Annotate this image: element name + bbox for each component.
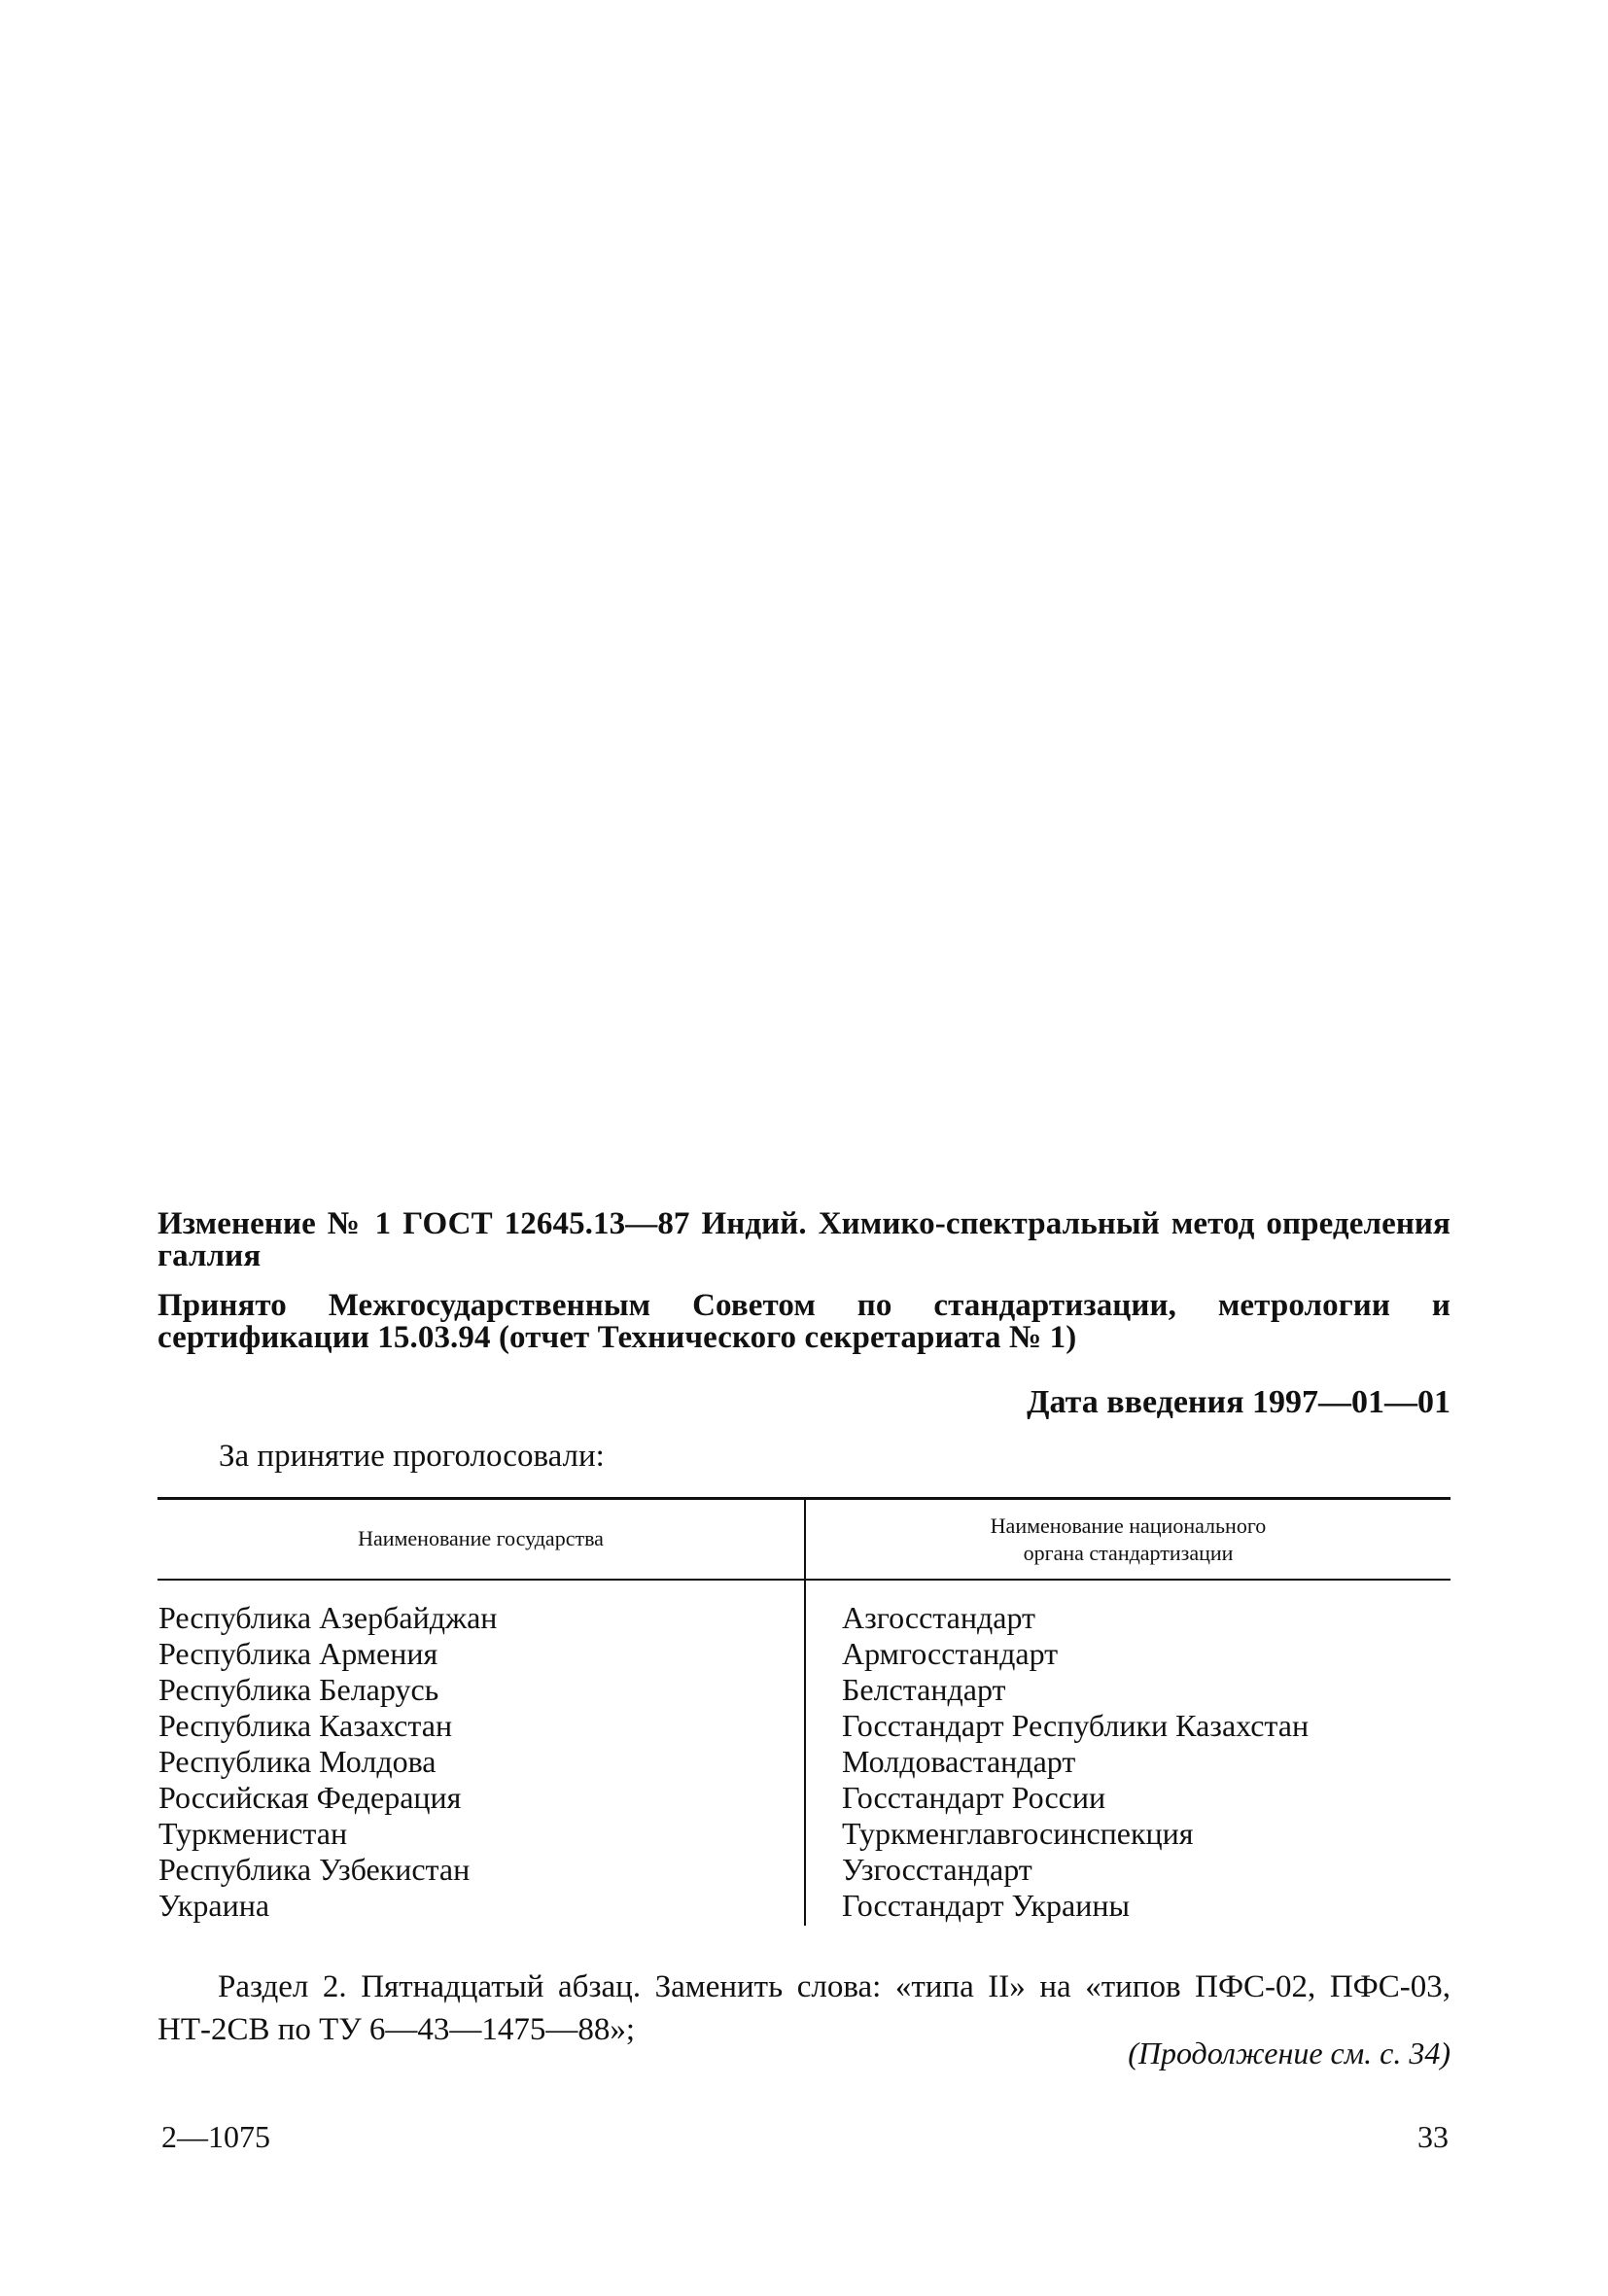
table-cell-body: Белстандарт (842, 1672, 1006, 1707)
section-amendment-text: Раздел 2. Пятнадцатый абзац. Заменить слова: «типа II» на «типов ПФС-02, ПФС-03, НТ-2СВ по ТУ 6—43—1475—88»; (157, 1969, 1451, 2047)
table-cell-body: Армгосстандарт (842, 1636, 1059, 1671)
table-header-body-line2: органа стандартизации (1023, 1541, 1234, 1565)
table-cell-state: Республика Узбекистан (158, 1852, 471, 1887)
table-cell-state: Республика Молдова (158, 1744, 437, 1779)
table-cell-body: Туркменглавгосинспекция (842, 1816, 1194, 1851)
state-column (158, 1600, 497, 1924)
continuation-note: (Продолжение см. с. 34) (1128, 2035, 1451, 2070)
standards-body-column (842, 1600, 1309, 1924)
print-code: 2—1075 (161, 2119, 270, 2154)
effective-date: Дата введения 1997—01—01 (1027, 1384, 1451, 1420)
table-cell-body: Узгосстандарт (842, 1852, 1032, 1887)
table-cell-state: Российская Федерация (158, 1780, 462, 1815)
table-cell-body: Госстандарт Республики Казахстан (842, 1708, 1310, 1743)
table-cell-body: Госстандарт России (842, 1780, 1106, 1815)
document-title: Изменение № 1 ГОСТ 12645.13—87 Индий. Химико-спектральный метод определения галлия (157, 1206, 1451, 1273)
table-cell-state: Украина (158, 1888, 270, 1923)
table-cell-state: Республика Беларусь (158, 1672, 439, 1707)
table-header-state: Наименование государства (358, 1526, 604, 1550)
table-cell-body: Азгосстандарт (842, 1600, 1036, 1635)
voted-intro: За принятие проголосовали: (219, 1439, 605, 1474)
table-header-body-line1: Наименование национального (990, 1513, 1267, 1538)
adoption-note: Принято Межгосударственным Советом по стандартизации, метрологии и сертификации 15.03.94 (отчет Технического секретариата № 1) (157, 1288, 1451, 1355)
table-cell-state: Туркменистан (158, 1816, 348, 1851)
table-header-body (806, 1513, 1451, 1567)
page-number: 33 (1417, 2119, 1449, 2154)
table-cell-state: Республика Азербайджан (158, 1600, 498, 1635)
table-cell-state: Республика Казахстан (158, 1708, 453, 1743)
table-cell-state: Республика Армения (158, 1636, 438, 1671)
table-cell-body: Молдовастандарт (842, 1744, 1076, 1779)
table-cell-body: Госстандарт Украины (842, 1888, 1130, 1923)
